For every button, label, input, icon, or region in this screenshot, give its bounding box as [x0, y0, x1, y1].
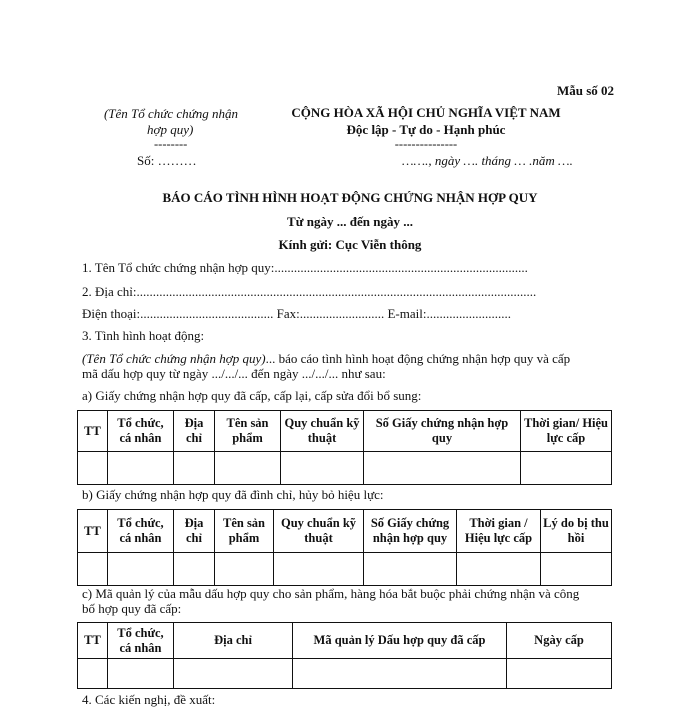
col-header-certificate-number: Số Giấy chứng nhận hợp quy [364, 411, 521, 452]
activity-heading: 3. Tình hình hoạt động: [82, 328, 205, 343]
table-row [78, 553, 612, 586]
address-line: 2. Địa chỉ:........................................................................................................................... [82, 284, 537, 299]
section-4-heading: 4. Các kiến nghị, đề xuất: [82, 692, 216, 707]
org-placeholder-line1: (Tên Tổ chức chứng nhận [103, 106, 239, 121]
col-header-validity: Thời gian / Hiệu lực cấp [457, 510, 541, 553]
table-cell[interactable] [78, 452, 108, 485]
table-cell[interactable] [174, 553, 215, 586]
document-number: Số: ……… [137, 153, 197, 168]
table-header-row [78, 411, 612, 452]
table-cell[interactable] [215, 553, 274, 586]
table-conformity-mark-codes [77, 622, 612, 689]
table-cell[interactable] [78, 553, 108, 586]
activity-org-placeholder: (Tên Tổ chức chứng nhận hợp quy) [82, 351, 266, 366]
col-header-product: Tên sản phẩm [215, 510, 274, 553]
table-header-row [78, 623, 612, 659]
date-line: ……., ngày …. tháng … .năm …. [402, 153, 573, 168]
org-name-line: 1. Tên Tổ chức chứng nhận hợp quy:.............................................................................. [82, 260, 528, 275]
table-cell[interactable] [108, 452, 174, 485]
table-cell[interactable] [78, 659, 108, 689]
section-b-heading: b) Giấy chứng nhận hợp quy đã đình chỉ, hủy bỏ hiệu lực: [82, 487, 384, 502]
col-header-organization: Tổ chức, cá nhân [108, 510, 174, 553]
motto-dash: --------------- [394, 137, 458, 151]
org-dash: -------- [154, 137, 188, 151]
table-header-row [78, 510, 612, 553]
section-c-heading-line1: c) Mã quản lý của mẫu dấu hợp quy cho sản phẩm, hàng hóa bắt buộc phải chứng nhận và công [82, 586, 580, 601]
table-cell[interactable] [293, 659, 507, 689]
table-cell[interactable] [364, 452, 521, 485]
col-header-product: Tên sản phẩm [215, 411, 281, 452]
section-a-heading: a) Giấy chứng nhận hợp quy đã cấp, cấp lại, cấp sửa đổi bổ sung: [82, 388, 422, 403]
col-header-address: Địa chỉ [174, 411, 215, 452]
col-header-tt: TT [78, 510, 108, 553]
table-row [78, 452, 612, 485]
table-cell[interactable] [457, 553, 541, 586]
table-issued-certificates [77, 410, 612, 485]
col-header-issue-date: Ngày cấp [507, 623, 612, 659]
col-header-certificate-number: Số Giấy chứng nhận hợp quy [364, 510, 457, 553]
col-header-revocation-reason: Lý do bị thu hồi [541, 510, 612, 553]
activity-paragraph-line1 [82, 351, 570, 367]
col-header-mark-code: Mã quản lý Dấu hợp quy đã cấp [293, 623, 507, 659]
national-motto: Độc lập - Tự do - Hạnh phúc [346, 122, 506, 137]
form-number: Mẫu số 02 [557, 83, 615, 98]
col-header-validity: Thời gian/ Hiệu lực cấp [521, 411, 612, 452]
report-title: BÁO CÁO TÌNH HÌNH HOẠT ĐỘNG CHỨNG NHẬN HỢP QUY [162, 190, 538, 205]
report-period: Từ ngày ... đến ngày ... [287, 214, 413, 229]
table-cell[interactable] [541, 553, 612, 586]
col-header-address: Địa chỉ [174, 623, 293, 659]
section-c-heading-line2: bố hợp quy đã cấp: [82, 601, 182, 616]
table-cell[interactable] [507, 659, 612, 689]
col-header-organization: Tổ chức, cá nhân [108, 623, 174, 659]
table-cell[interactable] [281, 452, 364, 485]
activity-text: ... báo cáo tình hình hoạt động chứng nhận hợp quy và cấp [265, 351, 571, 366]
table-cell[interactable] [521, 452, 612, 485]
table-cell[interactable] [364, 553, 457, 586]
col-header-tt: TT [78, 411, 108, 452]
col-header-standard: Quy chuẩn kỹ thuật [274, 510, 364, 553]
table-cell[interactable] [274, 553, 364, 586]
table-cell[interactable] [215, 452, 281, 485]
table-cell[interactable] [108, 659, 174, 689]
activity-paragraph-line2: mã dấu hợp quy từ ngày .../.../... đến ngày .../.../... như sau: [82, 366, 386, 381]
col-header-standard: Quy chuẩn kỹ thuật [281, 411, 364, 452]
table-revoked-certificates [77, 509, 612, 586]
table-cell[interactable] [108, 553, 174, 586]
col-header-organization: Tổ chức, cá nhân [108, 411, 174, 452]
org-placeholder-line2: hợp quy) [147, 122, 194, 137]
country-name: CỘNG HÒA XÃ HỘI CHỦ NGHĨA VIỆT NAM [291, 105, 561, 120]
col-header-tt: TT [78, 623, 108, 659]
contact-line: Điện thoại:......................................... Fax:.......................... E-mail:.......................... [82, 306, 511, 321]
table-cell[interactable] [174, 659, 293, 689]
recipient: Kính gửi: Cục Viễn thông [278, 237, 422, 252]
table-cell[interactable] [174, 452, 215, 485]
col-header-address: Địa chỉ [174, 510, 215, 553]
table-row [78, 659, 612, 689]
